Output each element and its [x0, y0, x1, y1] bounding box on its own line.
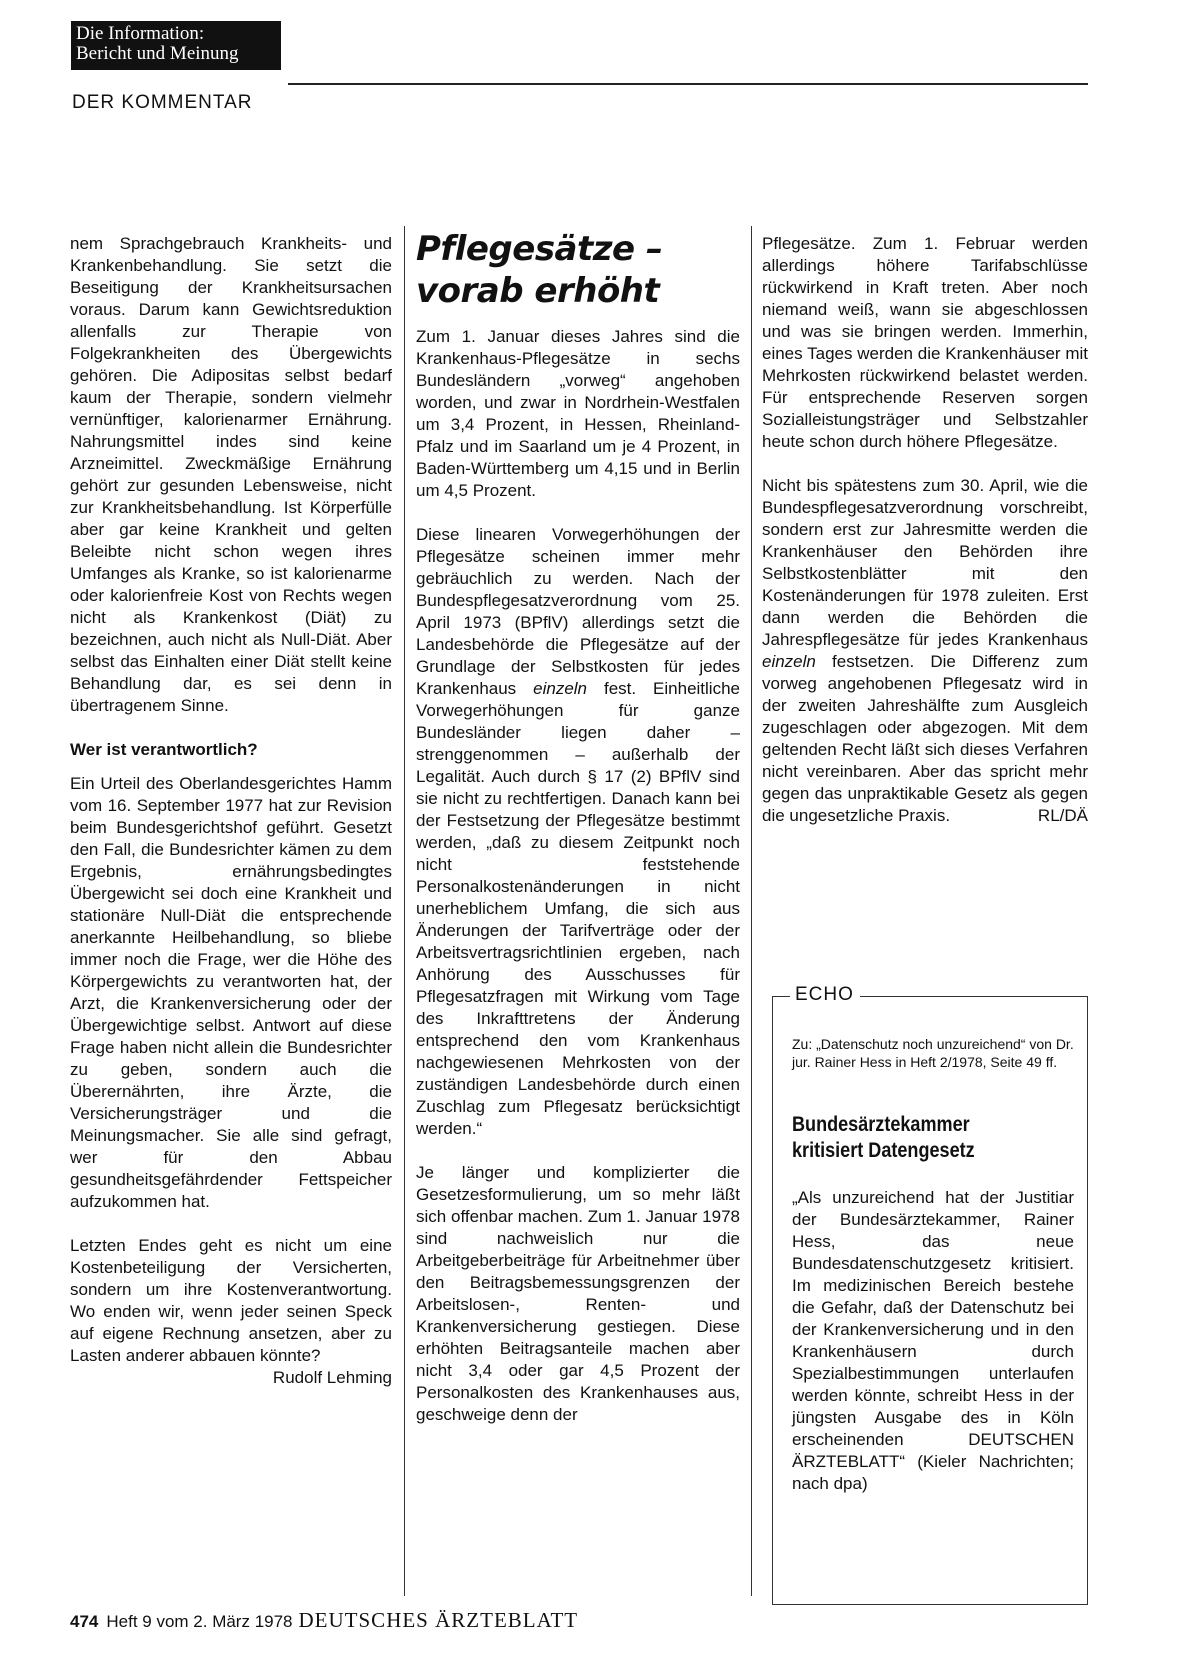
echo-title [792, 1112, 1041, 1164]
column-divider-2 [751, 226, 752, 1596]
col3-paragraph-2a: Nicht bis spätestens zum 30. April, wie die Bundespflegesatzverordnung vorschreibt, sondern erst zur Jahresmitte werden die Krankenhäuser den Behörden ihre Selbstkostenblätter mit den Kostenänderungen für 1978 zuleiten. Erst dann werden die Behörden die Jahrespflegesätze für jedes Krankenhaus [762, 476, 1088, 649]
col1-paragraph-3 [70, 1235, 392, 1387]
section-label: DER KOMMENTAR [72, 92, 253, 113]
author-name: Rudolf Lehming [272, 1368, 392, 1387]
echo-title-line-2: kritisiert Datengesetz [792, 1139, 975, 1162]
col1-paragraph-1: nem Sprachgebrauch Krankheits- und Krankenbehandlung. Sie setzt die Beseitigung der Krankheitsursachen voraus. Darum kann Gewichtsreduktion allenfalls zur Therapie von Folgekrankheiten des Übergewichts gehören. Die Adipositas selbst bedarf kaum der Therapie, sondern vielmehr vernünftiger, kalorienarmer Ernährung. Nahrungsmittel indes sind keine Arzneimittel. Zweckmäßige Ernährung gehört zur gesunden Lebensweise, nicht zur Krankheitsbehandlung. Ist Körperfülle aber gar keine Krankheit und gelten Beleibte nicht schon wegen ihres Umfanges als Kranke, so ist kalorienarme oder kalorienfreie Kost von Rechts wegen nicht als Krankenkost (Diät) zu bezeichnen, auch nicht als Null-Diät. Aber selbst das Einhalten einer Diät stellt keine Behandlung dar, es sei denn in übertragenem Sinne. [70, 234, 392, 715]
column-2 [416, 326, 740, 1426]
column-divider-1 [404, 226, 405, 1596]
col3-paragraph-2b: festsetzen. Die Differenz zum vorweg angehobenen Pflegesatz wird in der zweiten Jahreshälfte zum Ausgleich zugeschlagen oder abgezogen. Mit dem geltenden Recht läßt sich dieses Verfahren nicht vereinbaren. Aber das spricht mehr gegen das unpraktikable Gesetz als gegen die ungesetzliche Praxis. [762, 652, 1088, 825]
col1-paragraph-2: Ein Urteil des Oberlandesgerichtes Hamm vom 16. September 1977 hat zur Revision beim Bundesgerichtshof geführt. Gesetzt den Fall, die Bundesrichter kämen zu dem Ergebnis, ernährungsbedingtes Übergewicht sei doch eine Krankheit und stationäre Null-Diät die entsprechende anerkannte Heilbehandlung, so bliebe immer noch die Frage, wer die Höhe des Körpergewichts zu verantworten hat, der Arzt, die Krankenversicherung oder der Übergewichtige selbst. Antwort auf diese Frage haben nicht allein die Bundesrichter zu geben, sondern auch die Überernährten, ihre Ärzte, die Versicherungsträger und die Meinungsmacher. Sie alle sind gefragt, wer für den Abbau gesundheitsgefährdender Fettspeicher aufzukommen hat. [70, 774, 392, 1211]
page-footer [70, 1608, 578, 1633]
article-headline [416, 228, 736, 312]
issue-info: Heft 9 vom 2. März 1978 [106, 1612, 293, 1631]
article-signature: RL/DÄ [1037, 806, 1088, 825]
col3-paragraph-2 [762, 475, 1088, 827]
subheading-responsibility: Wer ist verantwortlich? [70, 740, 258, 759]
headline-line-2: vorab erhöht [416, 271, 660, 311]
col2-paragraph-2b: fest. Einheitliche Vorwegerhöhungen für ganze Bundesländer liegen daher – strenggenommen – außerhalb der Legalität. Auch durch § 17 (2) BPflV sind sie nicht zu rechtfertigen. Danach kann bei der Festsetzung der Pflegesätze bestimmt werden, „daß zu diesem Zeitpunkt noch nicht feststehende Personalkostenänderungen in nicht unerheblichem Umfang, die sich aus Änderungen der Tarifverträge oder der Arbeitsvertragsrichtlinien ergeben, nach Anhörung des Ausschusses für Pflegesatzfragen mit Wirkung vom Tage des Inkrafttretens der Änderung entsprechend den vom Krankenhaus nachgewiesenen Mehrkosten von der zuständigen Landesbehörde durch einen Zuschlag zum Pflegesatz berücksichtigt werden.“ [416, 679, 740, 1138]
echo-text: „Als unzureichend hat der Justitiar der Bundesärztekammer, Rainer Hess, das neue Bundesdatenschutzgesetz kritisiert. Im medizinischen Bereich bestehe die Gefahr, daß der Datenschutz bei der Krankenversicherung und in den Krankenhäusern durch Spezialbestimmungen unterlaufen werden könnte, schreibt Hess in der jüngsten Ausgabe des in Köln erscheinenden DEUTSCHEN ÄRZTEBLATT“ (Kieler Nachrichten; nach dpa) [792, 1188, 1074, 1493]
rubric-line-1: Die Information: [76, 23, 205, 44]
echo-title-line-1: Bundesärztekammer [792, 1113, 970, 1136]
echo-border-right [1087, 996, 1088, 1605]
echo-box [772, 984, 1088, 1605]
column-1 [70, 233, 392, 1389]
col2-paragraph-2 [416, 524, 740, 1140]
column-3 [762, 233, 1088, 827]
echo-border-top-left [772, 996, 790, 997]
echo-label: ECHO [795, 984, 854, 1005]
echo-border-bottom [772, 1604, 1088, 1605]
echo-reference: Zu: „Datenschutz noch unzureichend“ von Dr. jur. Rainer Hess in Heft 2/1978, Seite 49 ff. [792, 1036, 1074, 1070]
col1-paragraph-3-text: Letzten Endes geht es nicht um eine Kostenbeteiligung der Versicherten, sondern um ihre Kostenverantwortung. Wo enden wir, wenn jeder seinen Speck auf eigene Rechnung ansetzen, aber zu Lasten anderer abbauen könnte? [70, 1236, 392, 1365]
col2-emphasis: einzeln [533, 679, 588, 698]
headline-line-1: Pflegesätze – [416, 229, 663, 269]
col2-paragraph-3: Je länger und komplizierter die Gesetzesformulierung, um so mehr läßt sich offenbar machen. Zum 1. Januar 1978 sind nachweislich nur die Arbeitgeberbeiträge für Arbeitnehmer über den Beitragsbemessungsgrenzen der Arbeitslosen-, Renten- und Krankenversicherung gestiegen. Diese erhöhten Beitragsanteile machen aber nicht 3,4 oder gar 4,5 Prozent der Personalkosten des Krankenhauses aus, geschweige denn der [416, 1163, 740, 1424]
page-number: 474 [70, 1612, 99, 1631]
col3-paragraph-1: Pflegesätze. Zum 1. Februar werden allerdings höhere Tarifabschlüsse rückwirkend in Kraft treten. Aber noch niemand weiß, wann sie abgeschlossen und was sie bringen werden. Immerhin, eines Tages werden die Krankenhäuser mit Mehrkosten rückwirkend belastet werden. Für entsprechende Reserven sorgen Sozialleistungsträger und Selbstzahler heute schon durch höhere Pflegesätze. [762, 234, 1088, 451]
rubric-box [71, 21, 281, 70]
header-rule [288, 83, 1088, 85]
col2-paragraph-1: Zum 1. Januar dieses Jahres sind die Krankenhaus-Pflegesätze in sechs Bundesländern „vorweg“ angehoben worden, und zwar in Nordrhein-Westfalen um 3,4 Prozent, in Hessen, Rheinland-Pfalz und im Saarland um je 4 Prozent, in Baden-Württemberg um 4,15 und in Berlin um 4,5 Prozent. [416, 327, 740, 500]
echo-border-top-right [860, 996, 1088, 997]
journal-name: DEUTSCHES ÄRZTEBLATT [298, 1608, 579, 1632]
col2-paragraph-2a: Diese linearen Vorwegerhöhungen der Pflegesätze scheinen immer mehr gebräuchlich zu werden. Nach der Bundespflegesatzverordnung vom 25. April 1973 (BPflV) allerdings setzt die Landesbehörde die Pflegesätze auf der Grundlage der Selbstkosten für jedes Krankenhaus [416, 525, 740, 698]
rubric-line-2: Bericht und Meinung [76, 43, 239, 64]
echo-border-left [772, 996, 773, 1605]
col3-emphasis: einzeln [762, 652, 816, 671]
